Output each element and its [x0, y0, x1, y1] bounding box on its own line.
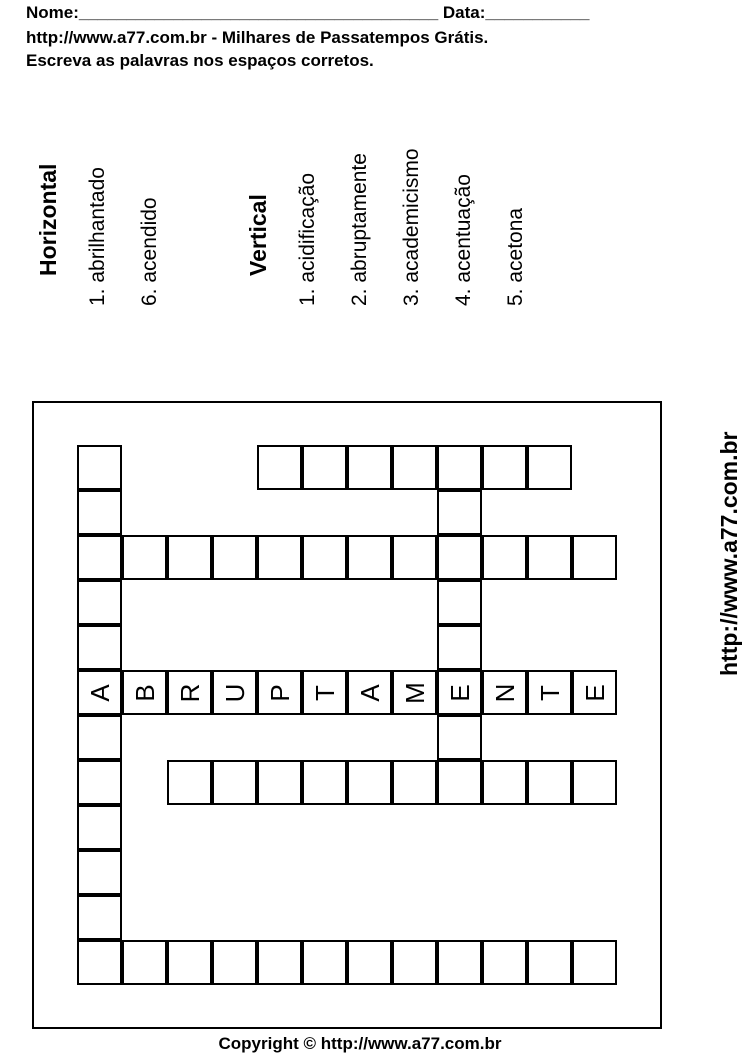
copyright-footer: Copyright © http://www.a77.com.br — [218, 1034, 502, 1053]
grid-cell[interactable] — [77, 670, 122, 715]
site-line: http://www.a77.com.br - Milhares de Passatempos Grátis. — [26, 28, 489, 47]
crossword-frame — [32, 401, 662, 1029]
vertical-clue-4: 4. acentuação — [452, 174, 475, 306]
grid-cell[interactable] — [77, 895, 122, 940]
grid-cell[interactable] — [572, 670, 617, 715]
grid-cell[interactable] — [302, 760, 347, 805]
grid-letter: E — [444, 683, 475, 702]
grid-cell[interactable] — [482, 670, 527, 715]
grid-cell[interactable] — [392, 940, 437, 985]
grid-cell[interactable] — [437, 535, 482, 580]
grid-cell[interactable] — [77, 940, 122, 985]
grid-cell[interactable] — [122, 670, 167, 715]
grid-cell[interactable] — [257, 940, 302, 985]
grid-cell[interactable] — [77, 805, 122, 850]
grid-cell[interactable] — [482, 940, 527, 985]
grid-cell[interactable] — [77, 445, 122, 490]
grid-cell[interactable] — [392, 760, 437, 805]
grid-cell[interactable] — [77, 580, 122, 625]
grid-cell[interactable] — [347, 760, 392, 805]
horizontal-clue-6: 6. acendido — [138, 197, 161, 306]
grid-cell[interactable] — [392, 535, 437, 580]
grid-cell[interactable] — [302, 670, 347, 715]
horizontal-clue-1: 1. abrilhantado — [86, 167, 109, 306]
grid-cell[interactable] — [167, 760, 212, 805]
grid-cell[interactable] — [167, 670, 212, 715]
grid-cell[interactable] — [77, 715, 122, 760]
grid-cell[interactable] — [212, 760, 257, 805]
grid-letter: A — [354, 683, 385, 702]
grid-cell[interactable] — [77, 490, 122, 535]
grid-cell[interactable] — [437, 445, 482, 490]
grid-cell[interactable] — [482, 445, 527, 490]
grid-letter: M — [399, 681, 430, 704]
grid-cell[interactable] — [167, 940, 212, 985]
grid-cell[interactable] — [77, 625, 122, 670]
grid-cell[interactable] — [527, 760, 572, 805]
grid-cell[interactable] — [437, 490, 482, 535]
grid-cell[interactable] — [572, 535, 617, 580]
grid-letter: U — [219, 683, 250, 702]
grid-cell[interactable] — [167, 535, 212, 580]
grid-cell[interactable] — [392, 445, 437, 490]
grid-cell[interactable] — [347, 670, 392, 715]
grid-cell[interactable] — [302, 940, 347, 985]
horizontal-heading: Horizontal — [35, 163, 61, 276]
grid-cell[interactable] — [257, 535, 302, 580]
grid-cell[interactable] — [122, 940, 167, 985]
grid-cell[interactable] — [437, 625, 482, 670]
grid-cell[interactable] — [302, 535, 347, 580]
vertical-clue-1: 1. acidificação — [296, 172, 319, 306]
grid-cell[interactable] — [257, 760, 302, 805]
grid-cell[interactable] — [482, 760, 527, 805]
grid-cell[interactable] — [347, 940, 392, 985]
grid-cell[interactable] — [212, 535, 257, 580]
grid-cell[interactable] — [77, 535, 122, 580]
grid-cell[interactable] — [482, 535, 527, 580]
grid-cell[interactable] — [527, 670, 572, 715]
name-date-line: Nome:______________________________________ Data:___________ — [26, 3, 590, 22]
instructions: Escreva as palavras nos espaços corretos. — [26, 51, 374, 70]
grid-cell[interactable] — [572, 940, 617, 985]
grid-letter: T — [309, 684, 340, 701]
grid-letter: E — [579, 683, 610, 702]
grid-cell[interactable] — [437, 940, 482, 985]
grid-letter: R — [174, 683, 205, 702]
vertical-heading: Vertical — [245, 194, 271, 276]
grid-cell[interactable] — [572, 760, 617, 805]
grid-cell[interactable] — [257, 670, 302, 715]
grid-cell[interactable] — [437, 580, 482, 625]
vertical-clue-5: 5. acetona — [504, 207, 527, 306]
vertical-clue-2: 2. abruptamente — [348, 153, 371, 306]
grid-cell[interactable] — [212, 670, 257, 715]
grid-cell[interactable] — [437, 760, 482, 805]
grid-cell[interactable] — [527, 535, 572, 580]
grid-letter: B — [129, 683, 160, 702]
grid-cell[interactable] — [437, 670, 482, 715]
grid-cell[interactable] — [392, 670, 437, 715]
grid-cell[interactable] — [527, 940, 572, 985]
grid-cell[interactable] — [437, 715, 482, 760]
grid-cell[interactable] — [77, 850, 122, 895]
grid-letter: N — [489, 683, 520, 702]
grid-letter: P — [264, 683, 295, 702]
grid-letter: T — [534, 684, 565, 701]
grid-cell[interactable] — [212, 940, 257, 985]
side-url: http://www.a77.com.br — [716, 431, 742, 676]
vertical-clue-3: 3. academicismo — [400, 148, 423, 306]
grid-letter: A — [84, 683, 115, 702]
grid-cell[interactable] — [77, 760, 122, 805]
grid-cell[interactable] — [122, 535, 167, 580]
grid-cell[interactable] — [527, 445, 572, 490]
grid-cell[interactable] — [347, 535, 392, 580]
grid-cell[interactable] — [302, 445, 347, 490]
grid-cell[interactable] — [347, 445, 392, 490]
grid-cell[interactable] — [257, 445, 302, 490]
